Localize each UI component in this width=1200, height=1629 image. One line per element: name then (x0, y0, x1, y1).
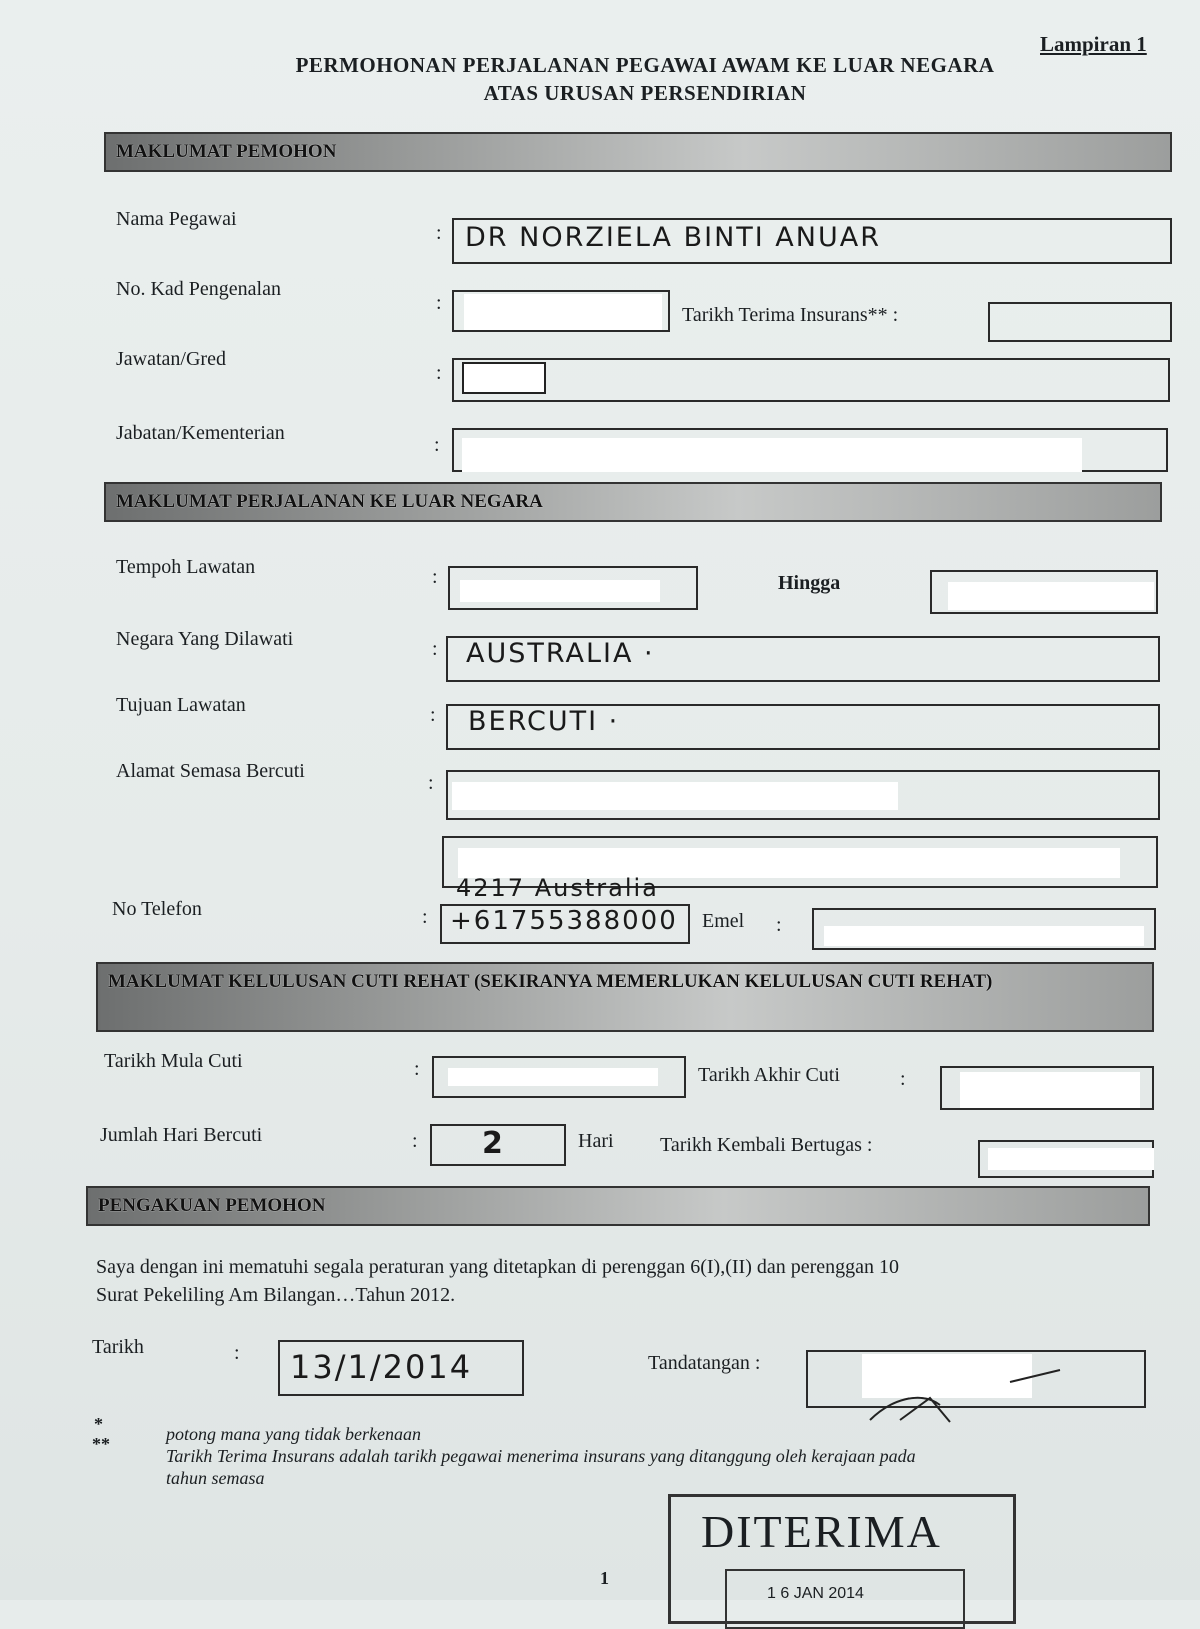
section-header-pengakuan: PENGAKUAN PEMOHON (86, 1186, 1150, 1226)
section-header-cuti-rehat: MAKLUMAT KELULUSAN CUTI REHAT (SEKIRANYA MEMERLUKAN KELULUSAN CUTI REHAT) (96, 962, 1154, 1032)
label-tarikh: Tarikh (92, 1336, 144, 1358)
form-title-line1: PERMOHONAN PERJALANAN PEGAWAI AWAM KE LUAR NEGARA (295, 53, 995, 77)
label-tandatangan: Tandatangan : (648, 1352, 761, 1374)
stamp-text: DITERIMA (701, 1506, 942, 1557)
colon: : (414, 1058, 420, 1080)
stamp-date: 1 6 JAN 2014 (767, 1585, 864, 1602)
label-tarikh-akhir-cuti: Tarikh Akhir Cuti (698, 1064, 840, 1086)
value-alamat-fragment: 4217 Australia (456, 874, 659, 902)
pengakuan-text-line1: Saya dengan ini mematuhi segala peraturan yang ditetapkan di perenggan 6(I),(II) dan perenggan 10 (96, 1256, 900, 1278)
signature-stroke (860, 1360, 1100, 1430)
colon: : (776, 914, 782, 936)
label-negara-dilawati: Negara Yang Dilawati (116, 628, 294, 650)
form-title-line2: ATAS URUSAN PERSENDIRIAN (483, 81, 807, 105)
label-jabatan-kementerian: Jabatan/Kementerian (116, 422, 285, 444)
label-emel: Emel (702, 910, 745, 932)
redaction-box (452, 782, 898, 810)
field-tarikh-terima-insurans[interactable] (988, 302, 1172, 342)
value-jumlah-hari-bercuti: 2 (482, 1126, 505, 1161)
page-number: 1 (600, 1568, 609, 1588)
colon: : (412, 1130, 418, 1152)
note-marker-double: ** (92, 1434, 110, 1454)
pengakuan-text-line2: Surat Pekeliling Am Bilangan…Tahun 2012. (96, 1284, 456, 1306)
value-negara-dilawati: AUSTRALIA · (466, 638, 655, 669)
label-tarikh-mula-cuti: Tarikh Mula Cuti (104, 1050, 243, 1072)
colon: : (422, 906, 428, 928)
label-hari: Hari (578, 1130, 614, 1152)
redaction-box (464, 294, 662, 330)
label-alamat-semasa-bercuti: Alamat Semasa Bercuti (116, 760, 305, 782)
redaction-box (464, 364, 544, 392)
colon: : (436, 222, 442, 244)
colon: : (900, 1068, 906, 1090)
label-hingga: Hingga (778, 572, 841, 594)
section-header-perjalanan: MAKLUMAT PERJALANAN KE LUAR NEGARA (104, 482, 1162, 522)
field-jawatan-gred[interactable] (452, 358, 1170, 402)
value-nama-pegawai: DR NORZIELA BINTI ANUAR (465, 222, 881, 253)
note-insurans-line1: Tarikh Terima Insurans adalah tarikh pegawai menerima insurans yang ditanggung oleh kerajaan pada (166, 1446, 916, 1466)
colon: : (234, 1342, 240, 1364)
note-insurans-line2: tahun semasa (166, 1468, 265, 1488)
lampiran-label: Lampiran 1 (1040, 32, 1147, 56)
value-tujuan-lawatan: BERCUTI · (468, 706, 620, 737)
label-tarikh-terima-insurans: Tarikh Terima Insurans** : (682, 304, 899, 326)
label-no-telefon: No Telefon (112, 898, 202, 920)
label-tarikh-kembali-bertugas: Tarikh Kembali Bertugas : (660, 1134, 873, 1156)
colon: : (428, 772, 434, 794)
note-potong: potong mana yang tidak berkenaan (166, 1424, 421, 1444)
stamp-diterima (668, 1494, 1016, 1624)
redaction-box (988, 1148, 1154, 1170)
value-no-telefon: +61755388000 (450, 906, 678, 936)
redaction-box (960, 1072, 1140, 1108)
label-jumlah-hari-bercuti: Jumlah Hari Bercuti (100, 1124, 263, 1146)
label-jawatan-gred: Jawatan/Gred (116, 348, 226, 370)
stamp-date-box (725, 1569, 965, 1629)
redaction-box (824, 926, 1144, 946)
redaction-box (460, 580, 660, 602)
label-no-kad-pengenalan: No. Kad Pengenalan (116, 278, 281, 300)
label-tempoh-lawatan: Tempoh Lawatan (116, 556, 256, 578)
redaction-box (948, 582, 1154, 610)
redaction-box (448, 1068, 658, 1086)
value-tarikh: 13/1/2014 (290, 1348, 473, 1386)
label-nama-pegawai: Nama Pegawai (116, 208, 237, 230)
colon: : (434, 434, 440, 456)
colon: : (436, 292, 442, 314)
note-marker-single: * (94, 1414, 103, 1434)
colon: : (436, 362, 442, 384)
colon: : (430, 704, 436, 726)
redaction-box (462, 438, 1082, 472)
label-tujuan-lawatan: Tujuan Lawatan (116, 694, 246, 716)
colon: : (432, 566, 438, 588)
section-header-pemohon: MAKLUMAT PEMOHON (104, 132, 1172, 172)
colon: : (432, 638, 438, 660)
